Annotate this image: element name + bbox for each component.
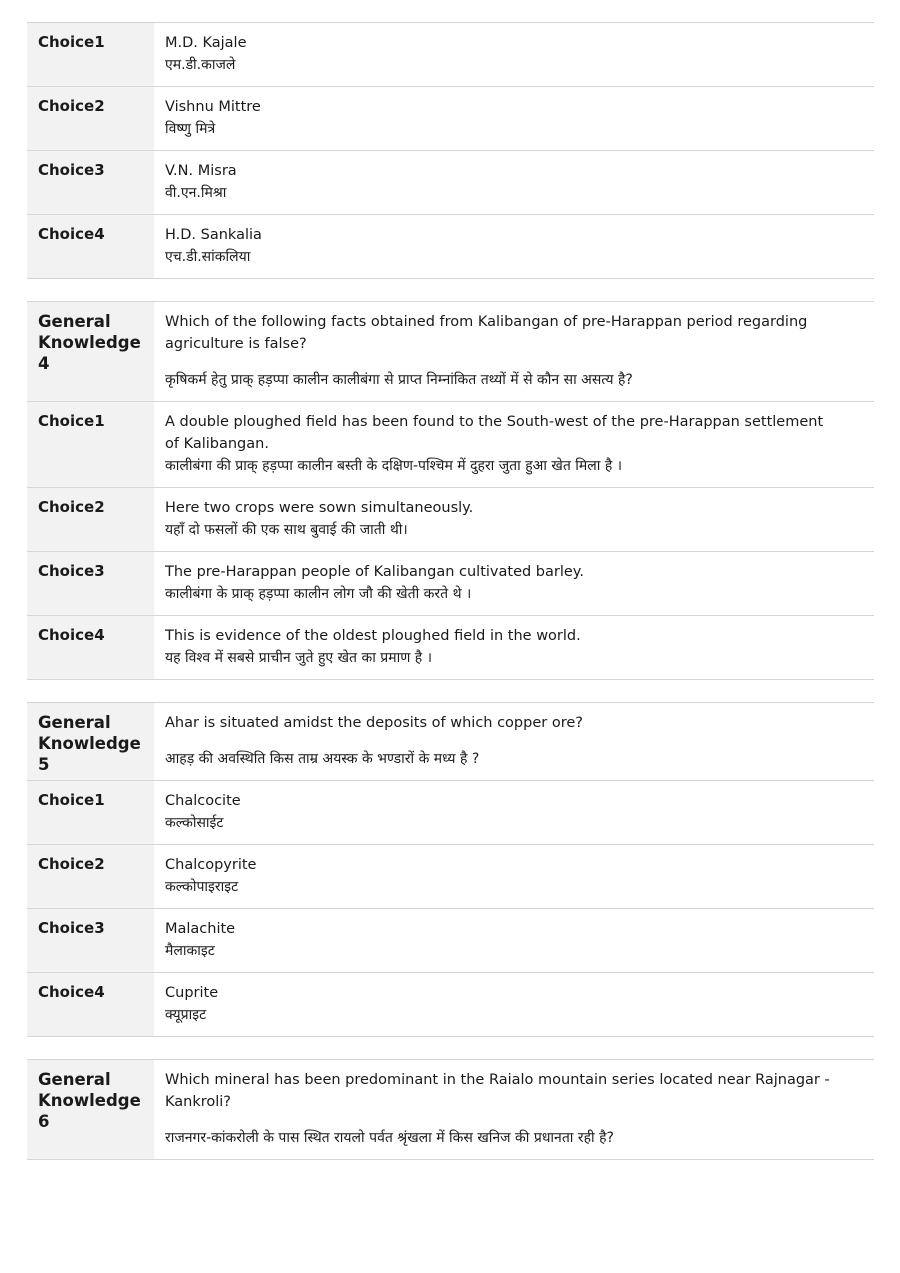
choice-text: [154, 215, 874, 278]
choice-row: [27, 87, 874, 151]
choice-text-english: H.D. Sankalia: [165, 227, 262, 243]
choice-text-english: Cuprite: [165, 985, 219, 1001]
question-text-hindi: आहड़ की अवस्थिति किस ताम्र अयस्क के भण्डारों के मध्य है ?: [165, 751, 480, 767]
choice-text-english: The pre-Harappan people of Kalibangan cultivated barley.: [165, 564, 584, 580]
choice-label: Choice2: [27, 845, 154, 908]
choice-row: [27, 151, 874, 215]
choice-text-hindi: एच.डी.सांकलिया: [165, 249, 251, 265]
choice-text-hindi: कल्कोसाईट: [165, 815, 224, 831]
choice-row: [27, 973, 874, 1037]
choice-text: [154, 488, 874, 551]
choice-label: Choice3: [27, 151, 154, 214]
choice-text-hindi: एम.डी.काजले: [165, 57, 236, 73]
choice-text: [154, 87, 874, 150]
question-text-hindi: राजनगर-कांकरोली के पास स्थित रायलो पर्वत श्रृंखला में किस खनिज की प्रधानता रही है?: [165, 1130, 614, 1146]
choice-text-english: V.N. Misra: [165, 163, 237, 179]
question-label: General Knowledge 5: [27, 703, 154, 780]
choice-text-english: A double ploughed field has been found to the South-west of the pre-Harappan settlement of Kalibangan.: [165, 414, 824, 452]
choice-row: [27, 909, 874, 973]
question-row: [27, 703, 874, 781]
choice-text-english: Chalcopyrite: [165, 857, 257, 873]
choice-label: Choice4: [27, 973, 154, 1036]
question-row: [27, 1060, 874, 1160]
choice-text-english: Chalcocite: [165, 793, 241, 809]
question-paper: [27, 22, 874, 1160]
choice-text: [154, 402, 874, 487]
choice-text-hindi: कालीबंगा की प्राक् हड़प्पा कालीन बस्ती के दक्षिण-पश्चिम में दुहरा जुता हुआ खेत मिला है ।: [165, 458, 623, 474]
question-label: General Knowledge 4: [27, 302, 154, 401]
choice-label: Choice1: [27, 781, 154, 844]
choice-text-english: Here two crops were sown simultaneously.: [165, 500, 474, 516]
choice-text-english: Vishnu Mittre: [165, 99, 261, 115]
choice-label: Choice3: [27, 909, 154, 972]
choice-text-english: M.D. Kajale: [165, 35, 247, 51]
choice-label: Choice1: [27, 23, 154, 86]
choice-text-english: This is evidence of the oldest ploughed field in the world.: [165, 628, 581, 644]
question-text-english: Ahar is situated amidst the deposits of which copper ore?: [165, 715, 583, 731]
choice-text-hindi: वी.एन.मिश्रा: [165, 185, 227, 201]
choice-text: [154, 552, 874, 615]
choice-text-hindi: कालीबंगा के प्राक् हड़प्पा कालीन लोग जौ की खेती करते थे ।: [165, 586, 472, 602]
choice-label: Choice3: [27, 552, 154, 615]
question-text-english: Which mineral has been predominant in the Raialo mountain series located near Rajnagar - Kankroli?: [165, 1072, 830, 1110]
question-text: [154, 703, 874, 780]
choice-text-hindi: यहाँ दो फसलों की एक साथ बुवाई की जाती थी।: [165, 522, 408, 538]
question-row: [27, 302, 874, 402]
choice-label: Choice4: [27, 616, 154, 679]
choice-row: [27, 616, 874, 680]
choice-text-hindi: क्यूप्राइट: [165, 1007, 207, 1023]
question-text: [154, 1060, 874, 1159]
question-block: [27, 301, 874, 680]
choice-row: [27, 215, 874, 279]
question-label: General Knowledge 6: [27, 1060, 154, 1159]
choice-text: [154, 909, 874, 972]
choice-text: [154, 151, 874, 214]
choice-row: [27, 402, 874, 488]
choice-text: [154, 616, 874, 679]
choice-row: [27, 488, 874, 552]
choice-text: [154, 845, 874, 908]
choice-text: [154, 973, 874, 1036]
question-text: [154, 302, 874, 401]
choice-text-english: Malachite: [165, 921, 236, 937]
choice-row: [27, 552, 874, 616]
question-block: [27, 22, 874, 279]
question-text-hindi: कृषिकर्म हेतु प्राक् हड़प्पा कालीन कालीबंगा से प्राप्त निम्नांकित तथ्यों में से कौन सा असत्य है?: [165, 372, 633, 388]
choice-label: Choice4: [27, 215, 154, 278]
question-block: [27, 702, 874, 1037]
choice-label: Choice2: [27, 488, 154, 551]
choice-text: [154, 781, 874, 844]
question-text-english: Which of the following facts obtained from Kalibangan of pre-Harappan period regarding agriculture is false?: [165, 314, 808, 352]
question-block: [27, 1059, 874, 1160]
choice-text-hindi: विष्णु मित्रे: [165, 121, 216, 137]
choice-row: [27, 845, 874, 909]
choice-label: Choice1: [27, 402, 154, 487]
choice-label: Choice2: [27, 87, 154, 150]
choice-text: [154, 23, 874, 86]
choice-row: [27, 23, 874, 87]
choice-text-hindi: कल्कोपाइराइट: [165, 879, 239, 895]
choice-row: [27, 781, 874, 845]
choice-text-hindi: यह विश्व में सबसे प्राचीन जुते हुए खेत का प्रमाण है ।: [165, 650, 433, 666]
choice-text-hindi: मैलाकाइट: [165, 943, 215, 959]
